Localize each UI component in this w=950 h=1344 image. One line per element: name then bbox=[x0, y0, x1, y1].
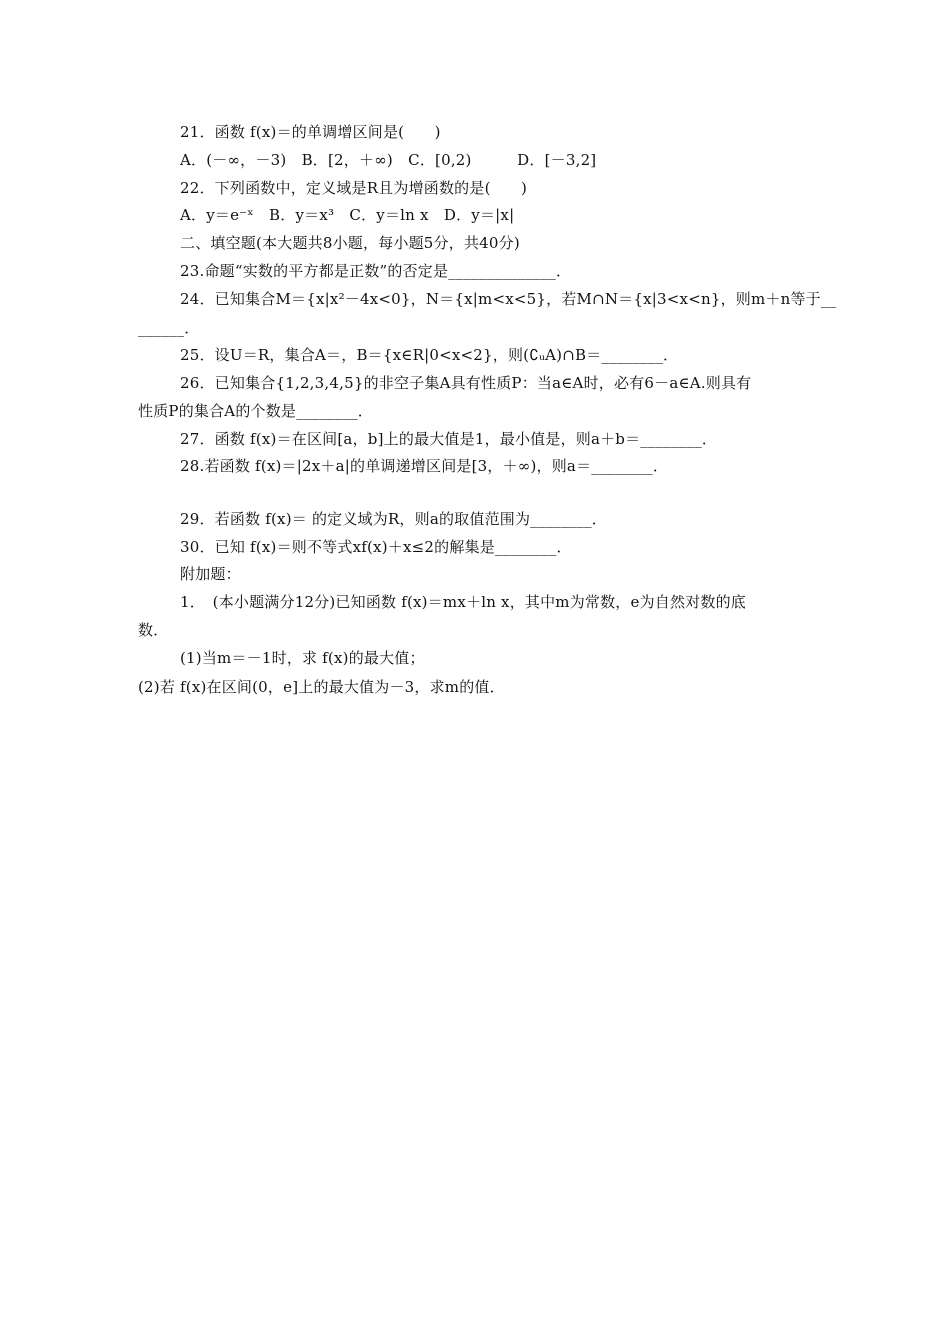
question-24-line-1: 24．已知集合M＝{x|x²－4x<0}，N＝{x|m<x<5}，若M∩N＝{x|3<x<n}，则m＋n等于__ bbox=[180, 290, 837, 308]
question-26-line-2: 性质P的集合A的个数是________． bbox=[138, 402, 373, 420]
question-22-options: A．y＝e⁻ˣ B．y＝x³ C．y＝ln x D．y＝|x| bbox=[180, 206, 515, 224]
question-30: 30．已知 f(x)＝则不等式xf(x)＋x≤2的解集是________． bbox=[180, 538, 572, 556]
appendix-part-2: (2)若 f(x)在区间(0，e]上的最大值为－3，求m的值． bbox=[138, 678, 505, 696]
question-27: 27．函数 f(x)＝在区间[a，b]上的最大值是1，最小值是，则a＋b＝________． bbox=[180, 430, 718, 448]
question-21-options: A．(－∞，－3) B．[2，＋∞) C．[0,2) D．[－3,2] bbox=[180, 151, 597, 169]
question-23: 23.命题“实数的平方都是正数”的否定是______________． bbox=[180, 262, 572, 280]
question-24-line-2: ______． bbox=[138, 319, 200, 337]
question-29: 29．若函数 f(x)＝ 的定义域为R，则a的取值范围为________． bbox=[180, 510, 607, 528]
question-21-stem: 21．函数 f(x)＝的单调增区间是( ) bbox=[180, 123, 441, 141]
question-26-line-1: 26．已知集合{1,2,3,4,5}的非空子集A具有性质P：当a∈A时，必有6－a∈A.则具有 bbox=[180, 374, 752, 392]
appendix-problem-1-line-1: 1． (本小题满分12分)已知函数 f(x)＝mx＋ln x，其中m为常数，e为自然对数的底 bbox=[180, 593, 746, 611]
question-22-stem: 22．下列函数中，定义域是R且为增函数的是( ) bbox=[180, 179, 528, 197]
section-2-heading: 二、填空题(本大题共8小题，每小题5分，共40分) bbox=[180, 234, 520, 252]
question-28: 28.若函数 f(x)＝|2x＋a|的单调递增区间是[3，＋∞)，则a＝________． bbox=[180, 457, 669, 475]
appendix-problem-1-line-2: 数． bbox=[138, 621, 169, 639]
appendix-part-1: (1)当m＝－1时，求 f(x)的最大值； bbox=[180, 649, 425, 667]
appendix-heading: 附加题： bbox=[180, 565, 241, 583]
question-25: 25．设U＝R，集合A＝，B＝{x∈R|0<x<2}，则(∁ᵤA)∩B＝________． bbox=[180, 346, 679, 364]
